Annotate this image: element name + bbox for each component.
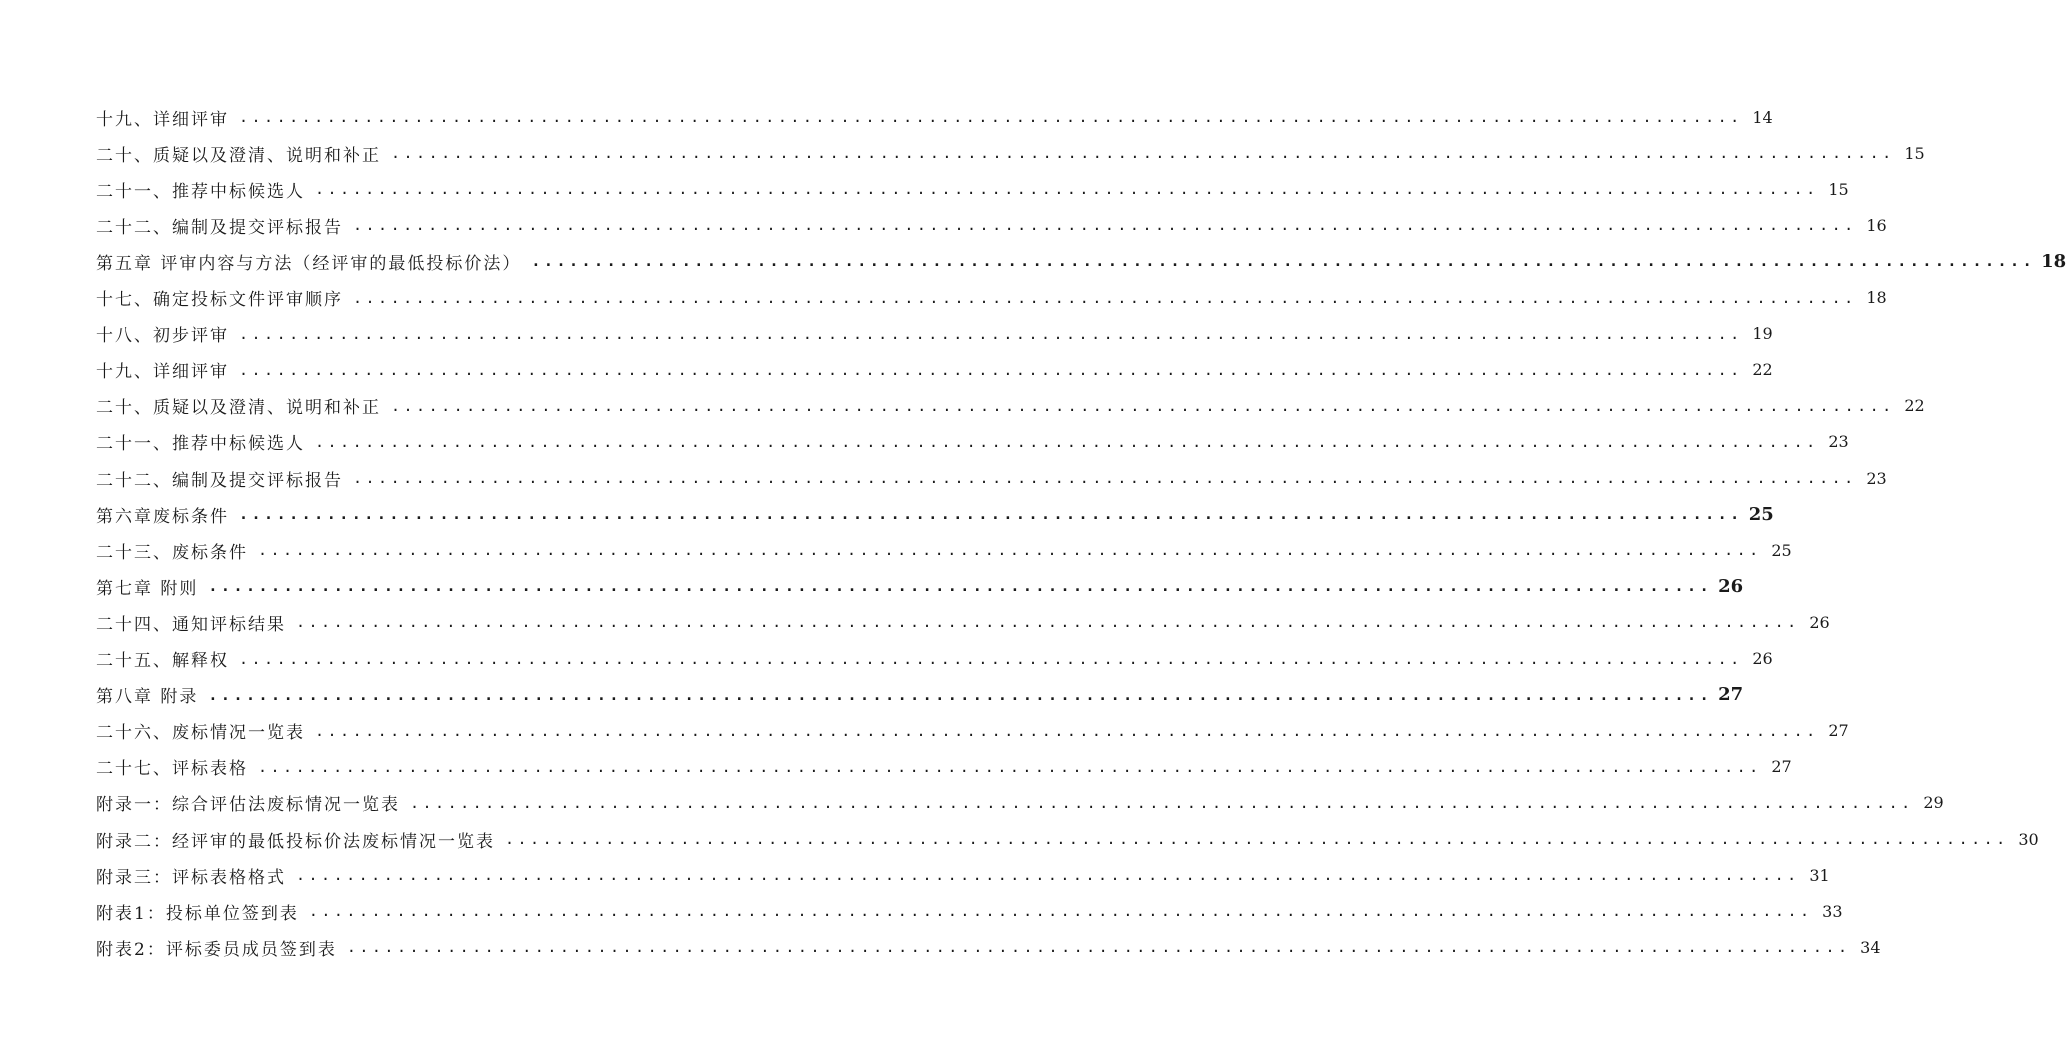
toc-entry[interactable]: [96, 283, 1887, 313]
toc-entry[interactable]: [96, 535, 1792, 565]
toc-dot-leader: ........................................................................................................................: [391, 144, 1895, 163]
toc-entry[interactable]: [96, 102, 1773, 132]
toc-dot-leader: ........................................................................................................................: [353, 469, 1857, 487]
toc-entry-title: 二十二、编制及提交评标报告: [96, 470, 343, 491]
toc-entry[interactable]: [96, 932, 1881, 962]
toc-entry[interactable]: [96, 463, 1887, 493]
toc-chapter-entry[interactable]: [96, 680, 1744, 710]
toc-entry[interactable]: [96, 210, 1887, 240]
toc-dot-leader: ........................................................................................................................: [239, 505, 1743, 524]
toc-dot-leader: ........................................................................................................................: [531, 252, 2036, 271]
toc-entry-title: 第五章 评审内容与方法（经评审的最低投标价法）: [96, 253, 522, 274]
toc-page-number: 30: [2018, 829, 2039, 849]
toc-page-number: 25: [1771, 540, 1792, 560]
toc-dot-leader: ........................................................................................................................: [505, 830, 2009, 848]
toc-page-number: 33: [1822, 901, 1843, 921]
toc-dot-leader: ........................................................................................................................: [410, 793, 1914, 812]
toc-dot-leader: ........................................................................................................................: [315, 721, 1819, 740]
toc-dot-leader: ........................................................................................................................: [315, 180, 1819, 199]
toc-entry-title: 第八章 附录: [96, 687, 199, 708]
toc-entry-title: 十九、详细评审: [96, 109, 229, 130]
toc-page-number: 15: [1904, 143, 1925, 163]
toc-page-number: 23: [1828, 432, 1849, 452]
toc-dot-leader: ........................................................................................................................: [208, 685, 1713, 704]
toc-page-number: 27: [1771, 757, 1792, 777]
toc-page-number: 26: [1809, 612, 1830, 632]
toc-page-number: 34: [1860, 937, 1881, 957]
toc-entry-title: 二十一、推荐中标候选人: [96, 181, 305, 202]
toc-page-number: 18: [2041, 250, 2066, 272]
toc-entry[interactable]: [96, 138, 1925, 168]
toc-entry-title: 十九、详细评审: [96, 362, 229, 383]
toc-dot-leader: ........................................................................................................................: [296, 613, 1800, 632]
toc-dot-leader: ........................................................................................................................: [296, 866, 1800, 885]
toc-entry-title: 二十六、废标情况一览表: [96, 723, 305, 744]
toc-page-number: 16: [1866, 215, 1887, 235]
toc-entry-title: 十七、确定投标文件评审顺序: [96, 290, 343, 310]
toc-page-number: 27: [1828, 721, 1849, 741]
toc-dot-leader: ........................................................................................................................: [308, 902, 1813, 921]
toc-entry-title: 二十三、废标条件: [96, 542, 248, 563]
toc-entry[interactable]: [96, 319, 1773, 349]
toc-entry-title: 附表2：评标委员成员签到表: [96, 939, 337, 960]
toc-entry-title: 二十五、解释权: [96, 651, 229, 671]
toc-entry-title: 二十七、评标表格: [96, 759, 248, 780]
toc-dot-leader: ........................................................................................................................: [239, 324, 1743, 343]
toc-entry[interactable]: [96, 788, 1944, 818]
toc-dot-leader: ........................................................................................................................: [258, 541, 1762, 560]
toc-entry-title: 二十一、推荐中标候选人: [96, 434, 305, 455]
toc-entry-title: 附录二：经评审的最低投标价法废标情况一览表: [96, 831, 495, 852]
toc-page-number: 26: [1718, 575, 1744, 597]
toc-page-number: 22: [1752, 360, 1773, 380]
toc-page-number: 18: [1866, 288, 1887, 307]
toc-entry-title: 二十、质疑以及澄清、说明和补正: [96, 398, 381, 419]
toc-page-number: 26: [1752, 649, 1773, 668]
toc-entry[interactable]: [96, 355, 1773, 385]
toc-entry[interactable]: [96, 860, 1830, 890]
toc-entry[interactable]: [96, 752, 1792, 782]
toc-entry-title: 二十、质疑以及澄清、说明和补正: [96, 145, 381, 166]
toc-page-number: 19: [1752, 324, 1773, 344]
toc-dot-leader: ........................................................................................................................: [258, 757, 1762, 776]
toc-page-number: 14: [1752, 107, 1773, 127]
toc-page-number: 29: [1923, 793, 1944, 813]
toc-page-number: 27: [1718, 684, 1744, 706]
toc-entry[interactable]: [96, 644, 1773, 674]
toc-dot-leader: ........................................................................................................................: [239, 649, 1743, 668]
toc-entry-title: 二十四、通知评标结果: [96, 614, 286, 635]
toc-entry[interactable]: [96, 427, 1849, 457]
toc-chapter-entry[interactable]: [96, 246, 2066, 276]
toc-entry-title: 十八、初步评审: [96, 326, 229, 347]
toc-page-number: 25: [1748, 503, 1774, 525]
toc-entry-title: 第六章废标条件: [96, 506, 229, 527]
toc-entry[interactable]: [96, 174, 1849, 204]
toc-chapter-entry[interactable]: [96, 499, 1774, 529]
toc-chapter-entry[interactable]: [96, 571, 1744, 601]
toc-entry[interactable]: [96, 391, 1925, 421]
toc-dot-leader: ........................................................................................................................: [346, 938, 1851, 957]
toc-dot-leader: ........................................................................................................................: [239, 108, 1743, 126]
toc-entry-title: 第七章 附则: [96, 578, 199, 599]
toc-entry-title: 附表1：投标单位签到表: [96, 903, 299, 924]
toc-entry[interactable]: [96, 824, 2039, 854]
toc-dot-leader: ........................................................................................................................: [208, 577, 1713, 596]
toc-page-number: 23: [1866, 468, 1887, 488]
toc-entry[interactable]: [96, 607, 1830, 637]
toc-dot-leader: ........................................................................................................................: [353, 216, 1857, 235]
toc-entry[interactable]: [96, 716, 1849, 746]
toc-entry-title: 附录一：综合评估法废标情况一览表: [96, 795, 400, 816]
toc-page-number: 15: [1828, 179, 1849, 199]
toc-dot-leader: ........................................................................................................................: [315, 432, 1819, 451]
toc-dot-leader: ........................................................................................................................: [239, 360, 1743, 379]
toc-entry-title: 二十二、编制及提交评标报告: [96, 217, 343, 238]
toc-dot-leader: ........................................................................................................................: [391, 396, 1895, 415]
toc-entry[interactable]: [96, 896, 1843, 926]
toc-page-number: 31: [1809, 865, 1830, 885]
toc-page-number: 22: [1904, 396, 1925, 416]
toc-entry-title: 附录三：评标表格格式: [96, 867, 286, 888]
toc-dot-leader: ........................................................................................................................: [353, 288, 1857, 307]
